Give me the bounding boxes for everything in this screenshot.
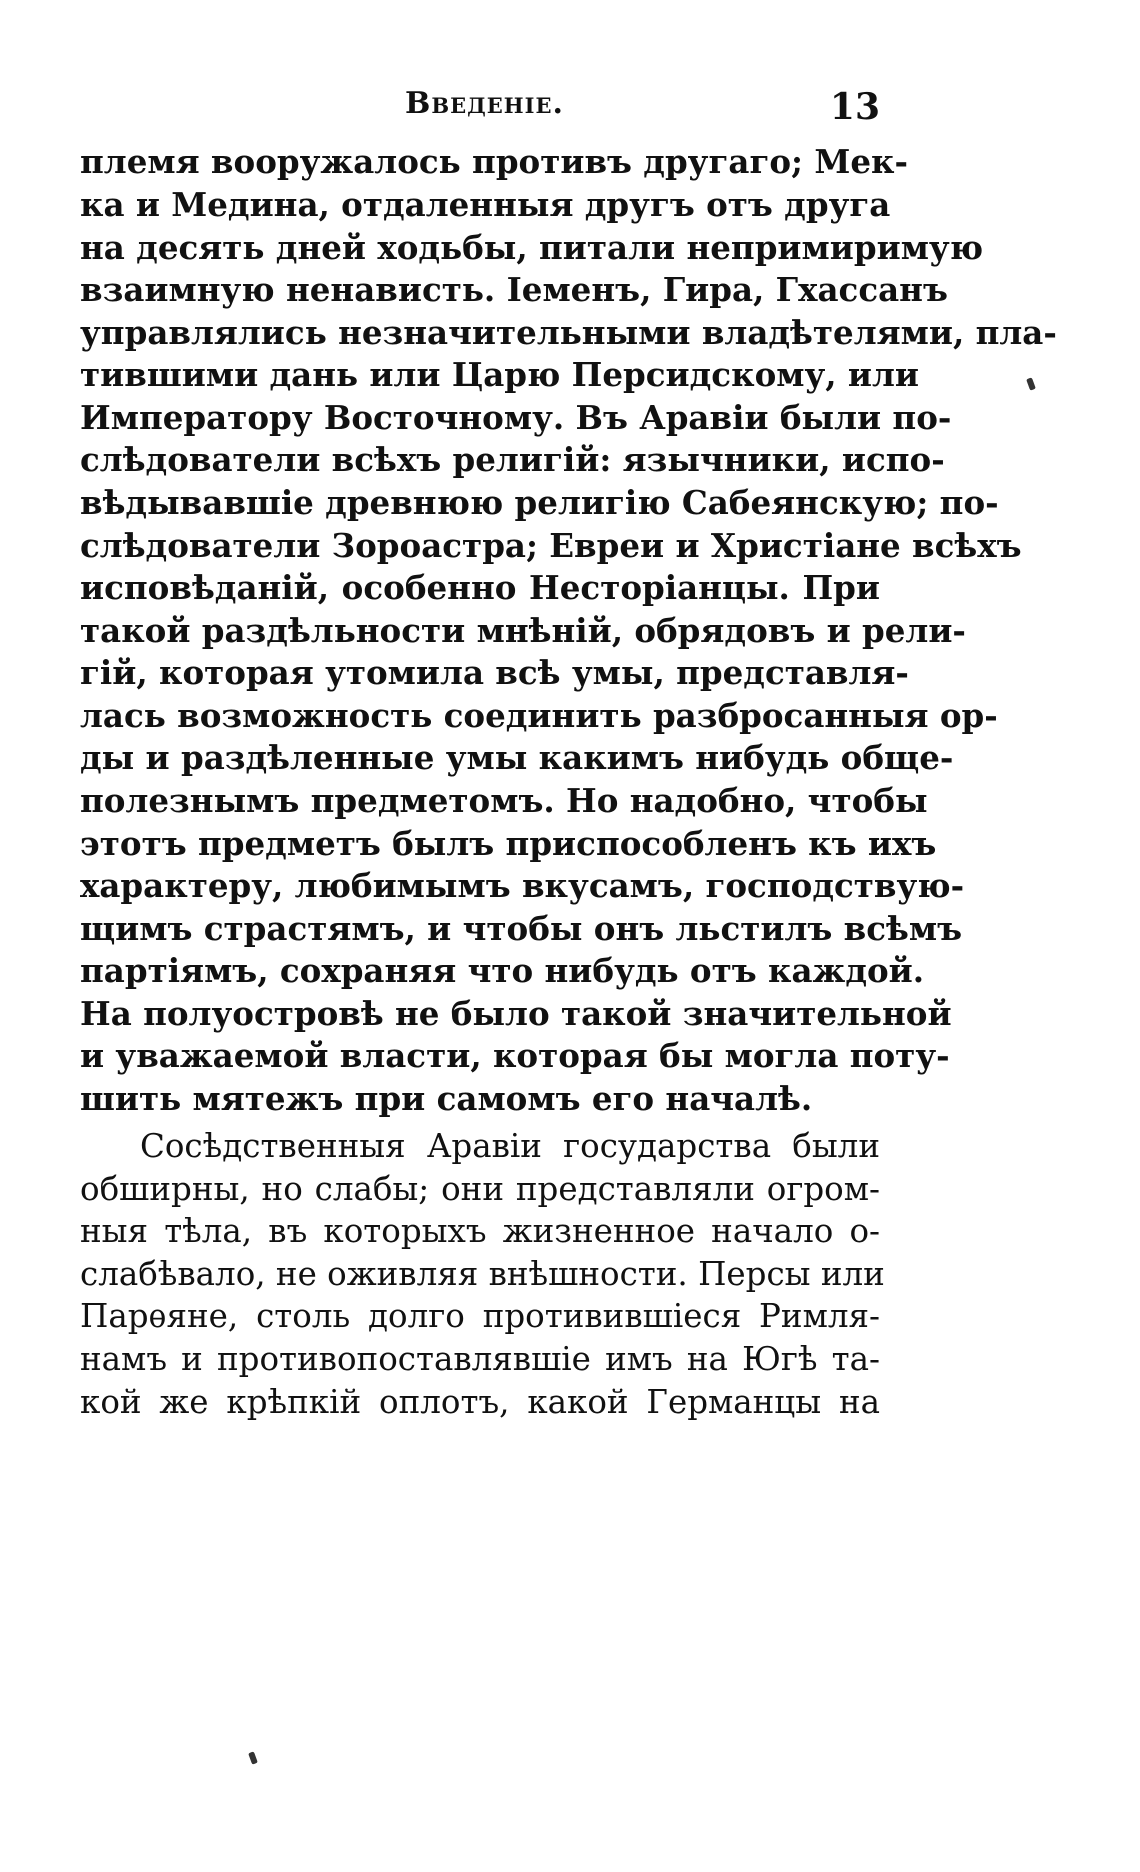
text-line: управлялись незначительными владѣтелями, пла- [80, 313, 1057, 352]
scan-speck [248, 1751, 258, 1764]
text-line: и уважаемой власти, которая бы могла поту- [80, 1036, 950, 1075]
text-line: слабѣвало, не оживляя внѣшности. Персы или [80, 1255, 885, 1293]
text-line: тившими дань или Царю Персидскому, или [80, 355, 920, 394]
text-line: Императору Восточному. Въ Аравіи были по- [80, 398, 952, 437]
text-line: исповѣданій, особенно Несторіанцы. При [80, 568, 880, 607]
text-line: племя вооружалось противъ другаго; Мек- [80, 142, 908, 181]
text-line: лась возможность соединить разбросанныя ор- [80, 696, 998, 735]
text-line: вѣдывавшіе древнюю религію Сабеянскую; по- [80, 483, 999, 522]
text-line: Парѳяне, столь долго противившіеся Римля- [80, 1297, 880, 1335]
running-head [80, 86, 880, 126]
text-line: На полуостровѣ не было такой значительной [80, 994, 952, 1033]
scan-speck [1026, 377, 1036, 390]
text-line: слѣдователи Зороастра; Евреи и Христіане всѣхъ [80, 526, 1022, 565]
text-line: намъ и противопоставлявшіе имъ на Югѣ та- [80, 1340, 880, 1378]
text-line: кой же крѣпкій оплотъ, какой Германцы на [80, 1383, 880, 1421]
page-number: 13 [829, 86, 880, 128]
text-line: этотъ предметъ былъ приспособленъ къ ихъ [80, 824, 937, 863]
text-line: шить мятежъ при самомъ его началѣ. [80, 1079, 813, 1118]
text-line: ды и раздѣленные умы какимъ нибудь обще- [80, 738, 954, 777]
text-line: ка и Медина, отдаленныя другъ отъ друга [80, 185, 891, 224]
text-line: партіямъ, сохраняя что нибудь отъ каждой. [80, 951, 925, 990]
text-line: характеру, любимымъ вкусамъ, господствую- [80, 866, 965, 905]
text-line: такой раздѣльности мнѣній, обрядовъ и рели- [80, 611, 966, 650]
text-line: обширны, но слабы; они представляли огром- [80, 1170, 880, 1208]
text-line: Сосѣдственныя Аравіи государства были [140, 1127, 880, 1165]
text-line: на десять дней ходьбы, питали непримиримую [80, 228, 984, 267]
text-line: слѣдователи всѣхъ религій: язычники, испо- [80, 440, 945, 479]
text-line: ныя тѣла, въ которыхъ жизненное начало о- [80, 1212, 880, 1250]
chapter-title: Введеніе. [405, 86, 564, 121]
text-line: щимъ страстямъ, и чтобы онъ льстилъ всѣмъ [80, 909, 963, 948]
text-line: гій, которая утомила всѣ умы, представля- [80, 653, 909, 692]
text-line: полезнымъ предметомъ. Но надобно, чтобы [80, 781, 928, 820]
text-line: взаимную ненависть. Іеменъ, Гира, Гхассанъ [80, 270, 948, 309]
